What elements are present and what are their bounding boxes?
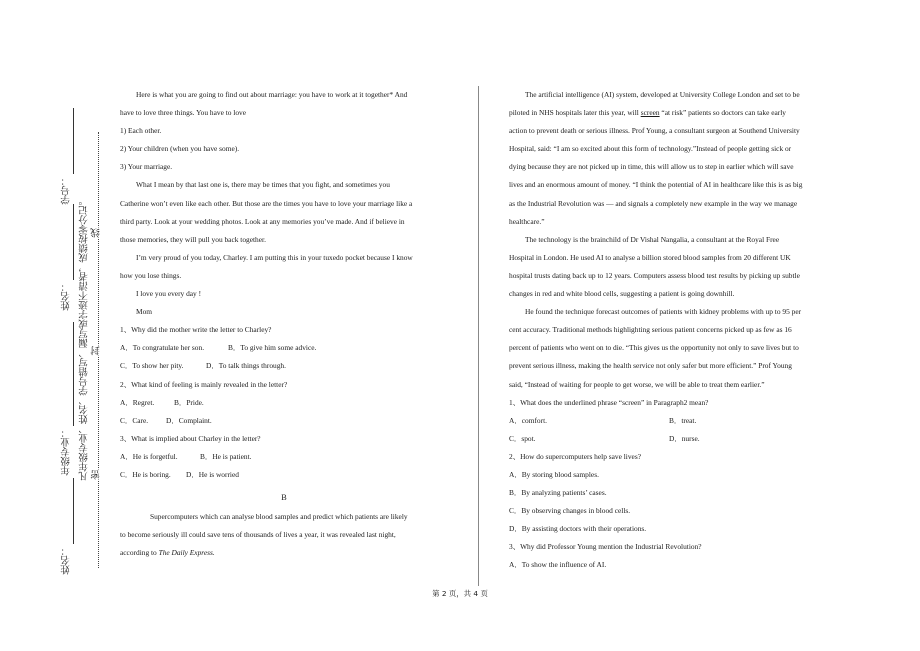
question-b1-options-cd xyxy=(509,430,839,448)
letter-para-1-line-3: third party. Look at your wedding photos. Look at any memories you’ve made. And if believe in xyxy=(120,216,405,226)
question-a1-options-cd xyxy=(120,357,448,375)
question-a1: 1、Why did the mother write the letter to Charley? xyxy=(120,325,272,335)
option-a2-a: A．Regret. xyxy=(120,397,155,407)
letter-closing: I love you every day ! xyxy=(136,289,202,299)
option-a2-c: C．Care. xyxy=(120,415,149,425)
underlined-word-screen: screen xyxy=(640,108,660,118)
option-b1-d: D．nurse. xyxy=(669,433,700,443)
passage-p3-line-1: He found the technique forecast outcomes of patients with kidney problems with up to 95 per xyxy=(525,307,802,317)
passage-p3-line-4: prevent serious illness, making the health service not only safer but more efficient.” Prof Young xyxy=(509,361,792,371)
option-a3-d: D．He is worried xyxy=(186,469,239,479)
question-b1: 1、What does the underlined phrase “screen” in Paragraph2 mean? xyxy=(509,397,709,407)
page-footer: 第 2 页，共 4 页 xyxy=(432,589,488,598)
question-a2: 2、What kind of feeling is mainly revealed in the letter? xyxy=(120,379,288,389)
question-b2: 2、How do supercomputers help save lives? xyxy=(509,451,641,461)
passage-p1-line-6: lives and an enormous amount of money. “I think the potential of AI in healthcare like this is as big xyxy=(509,180,803,190)
grade-line xyxy=(73,322,74,426)
option-b3-a: A．To show the influence of AI. xyxy=(509,560,607,570)
exam-name-label: 姓名： xyxy=(61,546,72,575)
name-line xyxy=(73,204,74,280)
passage-p2-line-3: hospital trusts dating back up to 12 years. Computers assess blood test results by picking up subtle xyxy=(509,270,800,280)
question-b3: 3、Why did Professor Young mention the Industrial Revolution? xyxy=(509,542,702,552)
warning-text: 凡年级专业、姓名、学号错写、漏写或字迹不清者，成绩按零分记。 xyxy=(79,196,90,481)
letter-para-1-line-4: those memories, they will pull you back together. xyxy=(120,234,266,244)
student-id-label: 学号： xyxy=(61,176,72,205)
left-column xyxy=(120,86,448,562)
letter-intro-line-2: have to love three things. You have to love xyxy=(120,108,247,118)
question-a2-options-ab xyxy=(120,394,448,412)
letter-item-1: 1) Each other. xyxy=(120,126,162,136)
seal-char-xian: 线 xyxy=(91,228,102,238)
column-divider xyxy=(478,86,479,586)
option-b1-c: C．spot. xyxy=(509,433,536,443)
question-a3: 3、What is implied about Charley in the letter? xyxy=(120,433,261,443)
passage-p2-line-4: changes in red and white blood cells, suggesting a patient is going downhill. xyxy=(509,289,735,299)
question-a1-options-ab xyxy=(120,339,448,357)
passage-p3-line-5: said, “Instead of waiting for people to get worse, we will be able to treat them earlier.” xyxy=(509,379,765,389)
right-column xyxy=(509,86,839,575)
question-a3-options-cd xyxy=(120,466,448,484)
letter-signature: Mom xyxy=(136,307,153,317)
name-label: 姓名： xyxy=(61,282,72,311)
passage-p1-line-4: Hospital, said: “I am so excited about this form of technology.”Instead of people getting sick or xyxy=(509,144,792,154)
passage-b-line-1: Supercomputers which can analyse blood samples and predict which patients are likely xyxy=(150,512,408,522)
passage-p3-line-2: cent accuracy. Traditional methods highlighting serious patient concerns picked up as few as 16 xyxy=(509,325,792,335)
option-a1-a: A．To congratulate her son. xyxy=(120,343,205,353)
passage-p1-line-2-start: piloted in NHS hospitals later this year, will xyxy=(509,108,641,118)
passage-p3-line-3: percent of patients who went on to die. “This gives us the opportunity not only to save lives but to xyxy=(509,343,799,353)
option-a1-d: D．To talk things through. xyxy=(206,361,286,371)
option-a3-a: A．He is forgetful. xyxy=(120,451,178,461)
passage-p2-line-2: Hospital in London. He used AI to analyse a billion stored blood samples from 20 different UK xyxy=(509,252,791,262)
letter-para-1-line-1: What I mean by that last one is, there may be times that you fight, and sometimes you xyxy=(136,180,390,190)
option-a1-c: C．To show her pity. xyxy=(120,361,184,371)
letter-intro-line-1: Here is what you are going to find out about marriage: you have to work at it together* And xyxy=(136,90,408,99)
passage-p1-line-5: dying because they are not picked up in time, this will allow us to step in earlier which will save xyxy=(509,162,794,172)
binding-margin xyxy=(0,0,112,651)
option-a2-d: D．Complaint. xyxy=(166,415,212,425)
option-b1-b: B．treat. xyxy=(669,415,697,425)
student-id-line xyxy=(73,108,74,174)
passage-p1-line-2-end: “at risk” patients so doctors can take early xyxy=(659,108,786,118)
passage-b-source: The Daily Express. xyxy=(158,548,215,558)
question-a2-options-cd xyxy=(120,412,448,430)
option-a1-b: B．To give him some advice. xyxy=(228,343,317,353)
passage-p1-line-2 xyxy=(509,104,839,122)
option-b2-a: A．By storing blood samples. xyxy=(509,469,599,479)
letter-para-2-line-1: I’m very proud of you today, Charley. I am putting this in your tuxedo pocket because I know xyxy=(136,252,413,262)
letter-para-1-line-2: Catherine won’t even like each other. But those are the times you have to love your marriage like a xyxy=(120,198,413,208)
seal-char-feng: 封 xyxy=(91,346,102,356)
passage-b-line-2: to become seriously ill could save tens of thousands of lives a year, it was revealed last night, xyxy=(120,530,396,540)
option-b2-b: B．By analyzing patients’ cases. xyxy=(509,488,607,498)
passage-p1-line-1: The artificial intelligence (AI) system, developed at University College London and set to be xyxy=(525,90,800,99)
option-b2-d: D．By assisting doctors with their operations. xyxy=(509,524,647,534)
option-a3-b: B．He is patient. xyxy=(200,451,252,461)
seal-char-mi: 密 xyxy=(91,470,102,480)
passage-p1-line-3: action to prevent death or serious illness. Prof Young, a consultant surgeon at Southend University xyxy=(509,126,800,136)
letter-item-2: 2) Your children (when you have some). xyxy=(120,144,240,154)
exam-name-line xyxy=(73,478,74,544)
section-b-heading: B xyxy=(281,493,287,503)
grade-label: 年级专业： xyxy=(61,428,72,476)
option-a3-c: C．He is boring. xyxy=(120,469,171,479)
option-a2-b: B．Pride. xyxy=(174,397,204,407)
passage-p2-line-1: The technology is the brainchild of Dr Vishal Nangalia, a consultant at the Royal Free xyxy=(525,234,780,244)
passage-b-source-prefix: according to xyxy=(120,548,159,558)
option-b2-c: C．By observing changes in blood cells. xyxy=(509,506,631,516)
option-b1-a: A．comfort. xyxy=(509,415,547,425)
question-a3-options-ab xyxy=(120,448,448,466)
passage-p1-line-7: as the Industrial Revolution was — and signals a completely new example in the way we manage xyxy=(509,198,798,208)
letter-para-2-line-2: how you lose things. xyxy=(120,270,182,280)
letter-item-3: 3) Your marriage. xyxy=(120,162,173,172)
question-b1-options-ab xyxy=(509,412,839,430)
passage-p1-line-8: healthcare.” xyxy=(509,216,545,226)
passage-b-line-3 xyxy=(120,544,448,562)
